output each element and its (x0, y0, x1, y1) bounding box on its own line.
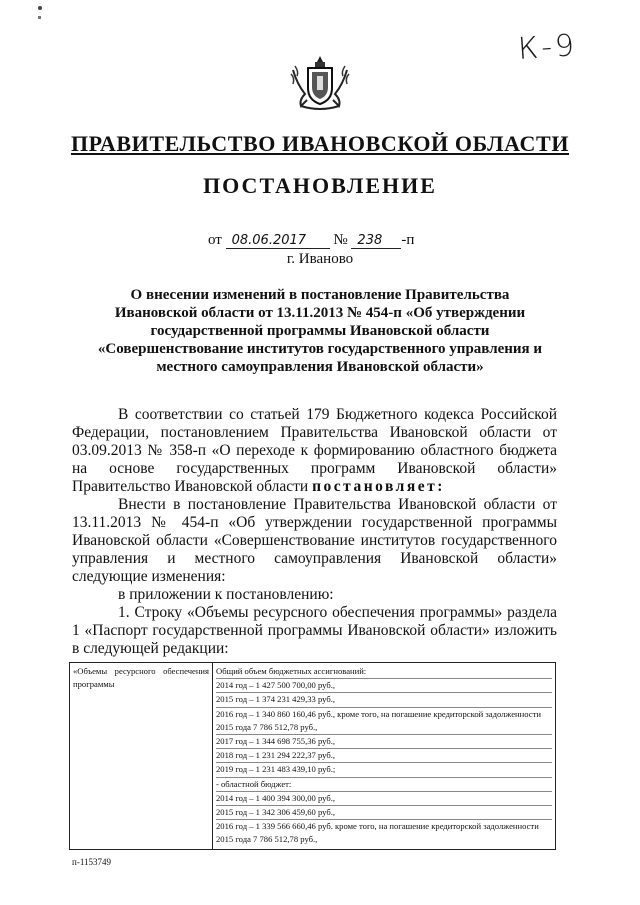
table-line: - областной бюджет: (216, 778, 552, 792)
table-line: 2016 год – 1 339 566 660,46 руб. кроме того, на погашение кредиторской задолженности 2015 года 7 786 512,78 руб., (216, 821, 539, 845)
table-line: 2014 год – 1 427 500 700,00 руб., (216, 679, 552, 693)
table-line: 2016 год – 1 340 860 160,46 руб., кроме того, на погашение кредиторской задолженности 2015 года 7 786 512,78 руб., (216, 708, 552, 735)
coat-of-arms-emblem (287, 54, 353, 112)
number-field: 238 (351, 233, 401, 249)
government-title: ПРАВИТЕЛЬСТВО ИВАНОВСКОЙ ОБЛАСТИ (70, 131, 570, 156)
city: г. Иваново (286, 251, 354, 267)
table-line: 2015 год – 1 374 231 429,33 руб., (216, 693, 552, 707)
scan-mark (38, 6, 42, 10)
table-label-cell: «Объемы ресурсного обеспечения программы (70, 663, 213, 850)
date-field: 08.06.2017 (226, 233, 330, 249)
paragraph: Внести в постановление Правительства Ивановской области от 13.11.2013 № 454-п «Об утверждении государственной программы Ивановской области «Совершенствование институтов государственного управления и местного самоуправления Ивановской области» следующие изменения: (72, 496, 557, 585)
table-line: 2019 год – 1 231 483 439,10 руб.; (216, 763, 552, 777)
paragraph (72, 406, 557, 496)
document-type: ПОСТАНОВЛЕНИЕ (203, 173, 437, 198)
number-suffix: -п (401, 232, 415, 248)
paragraph: 1. Строку «Объемы ресурсного обеспечения программы» раздела 1 «Паспорт государственной программы Ивановской области» изложить в следующей редакции: (72, 604, 557, 657)
table-line: 2017 год – 1 344 698 755,36 руб., (216, 735, 552, 749)
date-number-line (208, 232, 414, 249)
table-line: 2018 год – 1 231 294 222,37 руб., (216, 749, 552, 763)
number-label: № (333, 232, 348, 248)
paragraph: в приложении к постановлению: (118, 586, 334, 603)
paragraph-text: В соответствии со статьей 179 Бюджетного кодекса Российской Федерации, постановлением Правительства Ивановской области от 03.09.2013 № 358-п «О переходе к формированию областного бюджета на основе государственных программ Ивановской области» Правительство Ивановской области (72, 406, 557, 495)
table-line: 2014 год – 1 400 394 300,00 руб., (216, 792, 552, 806)
handwritten-note: К-9 (516, 27, 579, 68)
table-line: Общий объем бюджетных ассигнований: (216, 665, 552, 679)
table-row (70, 663, 556, 850)
subject-heading: О внесении изменений в постановление Правительства Ивановской области от 13.11.2013 № 454-п «Об утверждении государственной программы Ивановской области «Совершенствование институтов государственного управления и местного самоуправления Ивановской области» (97, 287, 543, 375)
document-body (72, 406, 557, 658)
coat-of-arms-icon (287, 54, 353, 112)
table-values-cell (213, 663, 556, 850)
from-label: от (208, 232, 222, 248)
footer-code: п-1153749 (72, 857, 111, 867)
resources-table (69, 662, 556, 850)
table-line: 2015 год – 1 342 306 459,60 руб., (216, 806, 552, 820)
resolution-word: постановляет: (312, 478, 445, 495)
scan-mark (38, 16, 41, 19)
